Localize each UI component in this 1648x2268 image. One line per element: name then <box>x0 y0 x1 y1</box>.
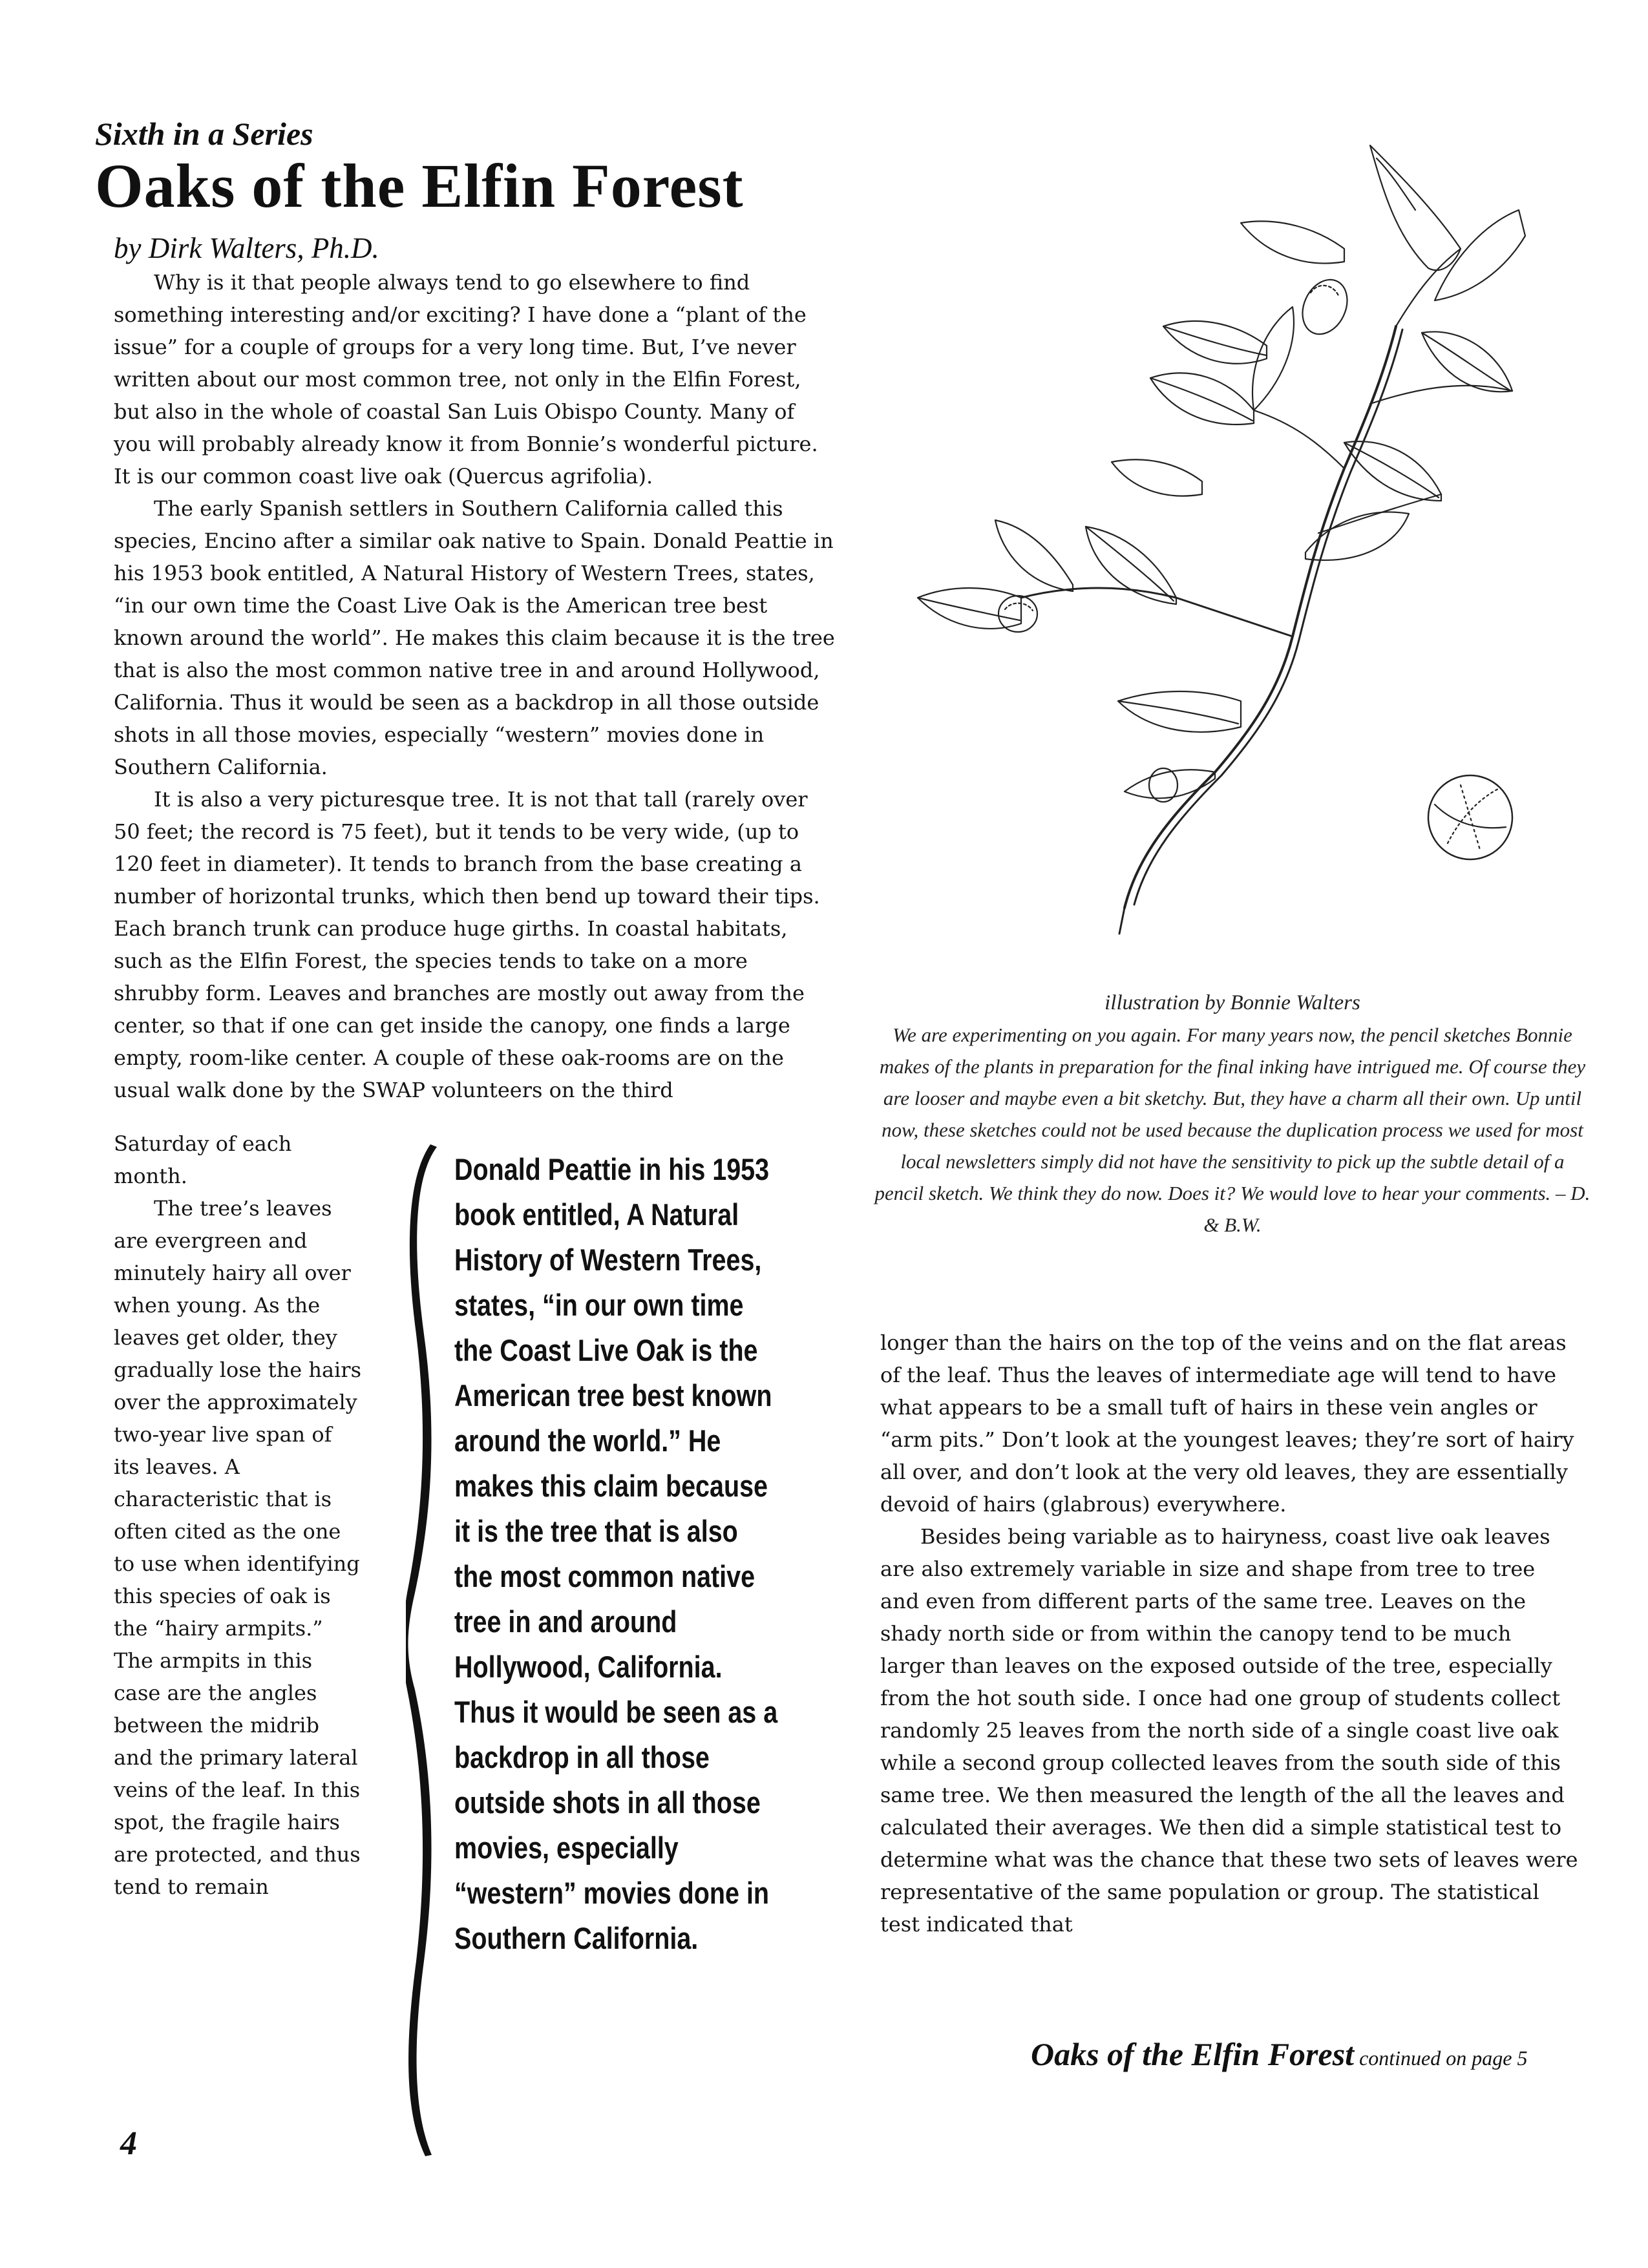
article-title: Oaks of the Elfin Forest <box>95 151 744 220</box>
article-column-main <box>114 266 836 1106</box>
continued-text: continued on page 5 <box>1354 2046 1528 2070</box>
oak-branch-illustration <box>879 132 1558 940</box>
paragraph-3-end: Saturday of each month. <box>114 1131 292 1188</box>
illustration-credit: illustration by Bonnie Walters <box>1104 991 1360 1014</box>
pull-quote: Donald Peattie in his 1953 book entitled, A Natural History of Western Trees, states, “in our own time the Coast Live Oak is the American tree best known around the world.” He makes this claim because it is the tree that is also the most common native tree in and around Hollywood, California. Thus it would be seen as a backdrop in all those outside shots in all those movies, especially “western” movies done in Southern California. <box>454 1152 778 1955</box>
byline: by Dirk Walters, Ph.D. <box>114 232 379 264</box>
series-label: Sixth in a Series <box>95 116 313 152</box>
paragraph-4: The tree’s leaves are evergreen and minutely hairy all over when young. As the leaves get older, they gradually lose the hairs over the approximately two-year live span of its leaves. A characteristic that is often cited as the one to use when identifying this species of oak is the “hairy armpits.” The armpits in this case are the angles between the midrib and the primary lateral veins of the leaf. In this spot, the fragile hairs are protected, and thus tend to remain <box>114 1196 361 1899</box>
paragraph-3: It is also a very picturesque tree. It is not that tall (rarely over 50 feet; the record is 75 feet), but it tends to be very wide, (up to 120 feet in diameter). It tends to branch from the base creating a number of horizontal trunks, which then bend up toward their tips. Each branch trunk can produce huge girths. In coastal habitats, such as the Elfin Forest, the species tends to take on a more shrubby form. Leaves and branches are mostly out away from the center, so that if one can get inside the canopy, one finds a large empty, room-like center. A couple of these oak-rooms are on the usual walk done by the SWAP volunteers on the third <box>114 787 820 1102</box>
continued-title: Oaks of the Elfin Forest <box>1031 2036 1355 2072</box>
brace-ornament <box>406 1140 445 2161</box>
paragraph-4-cont: longer than the hairs on the top of the veins and on the flat areas of the leaf. Thus the leaves of intermediate age will tend to have what appears to be a small tuft of hairs in these vein angles or “arm pits.” Don’t look at the youngest leaves; they’re sort of hairy all over, and don’t look at the very old leaves, they are essentially devoid of hairs (glabrous) everywhere. <box>880 1330 1574 1517</box>
page-number: 4 <box>120 2125 137 2162</box>
continued-notice <box>1031 2035 1527 2073</box>
paragraph-2: The early Spanish settlers in Southern California called this species, Encino after a similar oak native to Spain. Donald Peattie in his 1953 book entitled, A Natural History of Western Trees, states, “in our own time the Coast Live Oak is the American tree best known around the world”. He makes this claim because it is the tree that is also the most common native tree in and around Hollywood, California. Thus it would be seen as a backdrop in all those outside shots in all those movies, especially “western” movies done in Southern California. <box>114 496 835 779</box>
paragraph-5: Besides being variable as to hairyness, coast live oak leaves are also extremely variable in size and shape from tree to tree and even from different parts of the same tree. Leaves on the shady north side or from within the canopy tend to be much larger than leaves on the exposed outside of the tree, especially from the hot south side. I once had one group of students collect randomly 25 leaves from the north side of a single coast live oak while a second group collected leaves from the south side of this same tree. We then measured the length of the all the leaves and calculated their averages. We then did a simple statistical test to determine what was the chance that these two sets of leaves were representative of the same population or group. The statistical test indicated that <box>880 1524 1578 1937</box>
caption-note: We are experimenting on you again. For many years now, the pencil sketches Bonnie makes of the plants in preparation for the final inking have intrigued me. Of course they are looser and maybe even a bit sketchy. But, they have a charm all their own. Up until now, these sketches could not be used because the duplication process we used for most local newsletters simply did not have the sensitivity to pick up the subtle detail of a pencil sketch. We think they do now. Does it? We would love to hear your comments. – D. & B.W. <box>874 1024 1590 1236</box>
article-column-right <box>880 1327 1578 1940</box>
paragraph-1: Why is it that people always tend to go elsewhere to find something interesting and/or exciting? I have done a “plant of the issue” for a couple of groups for a very long time. But, I’ve never written about our most common tree, not only in the Elfin Forest, but also in the whole of coastal San Luis Obispo County. Many of you will probably already know it from Bonnie’s wonderful picture. It is our common coast live oak (Quercus agrifolia). <box>114 270 818 488</box>
illustration-caption <box>874 987 1591 1241</box>
article-column-narrow <box>114 1128 363 1903</box>
